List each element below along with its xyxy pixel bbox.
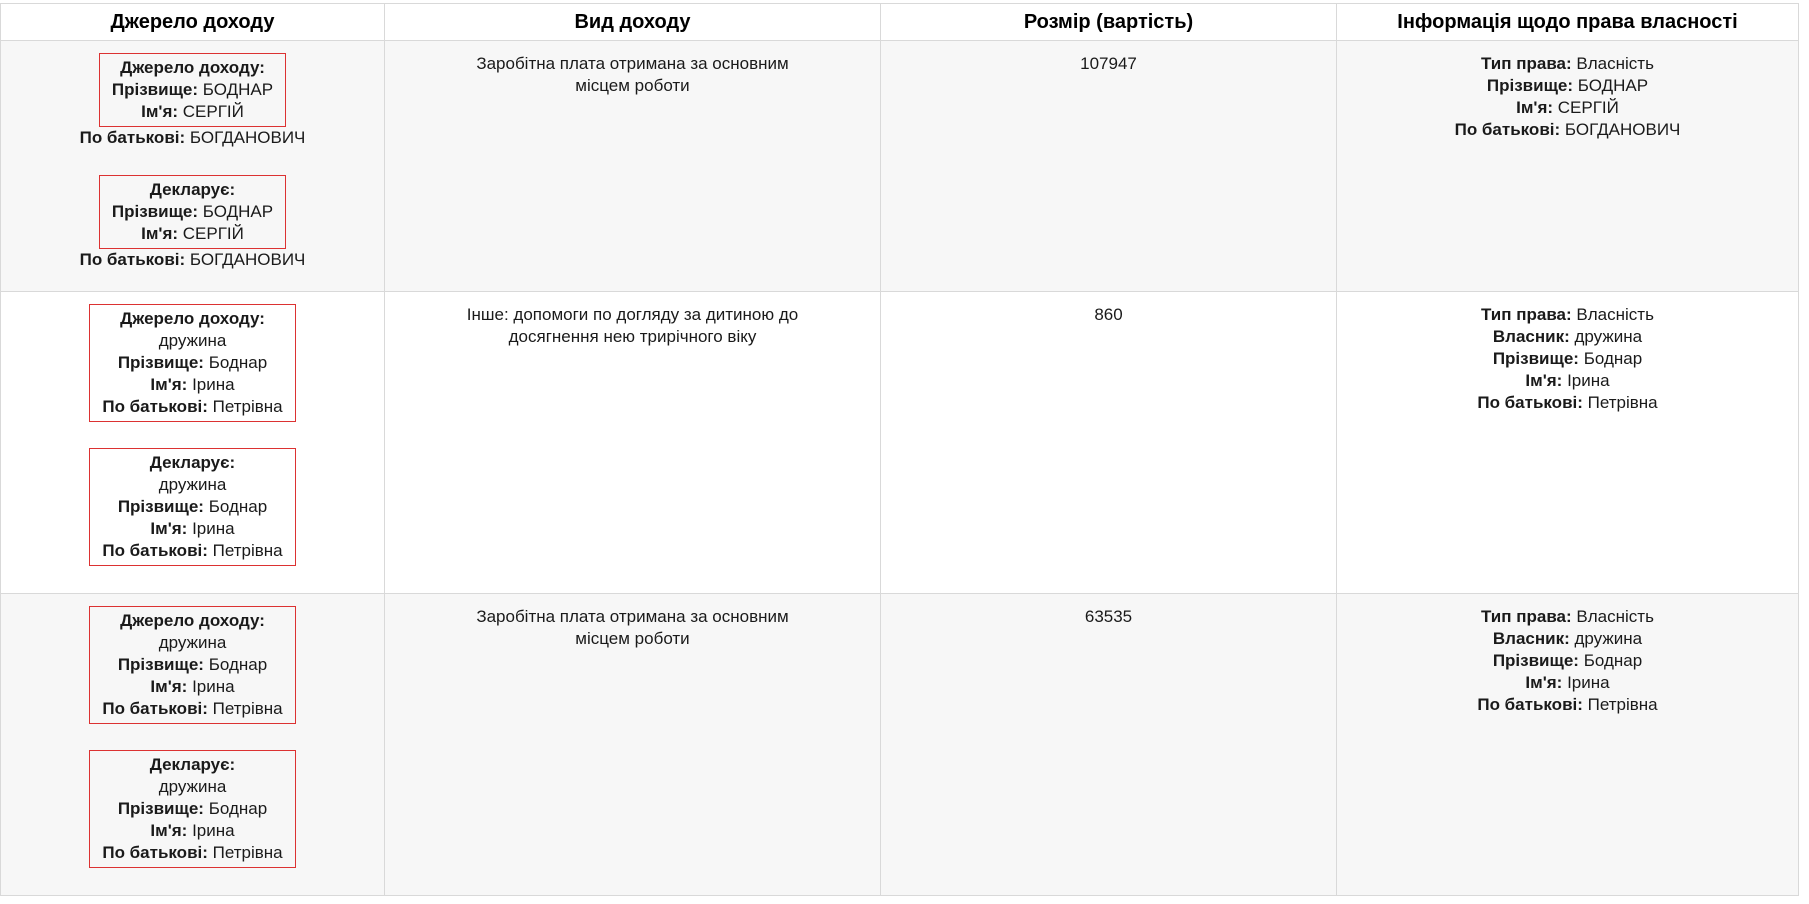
field-label: По батькові: [79,128,186,147]
field-line [1347,75,1788,97]
field-value: дружина [1574,327,1643,346]
source-group [11,53,374,149]
field-label: Прізвище: [1492,651,1579,670]
field-label: Ім'я: [1516,98,1554,117]
field-label: Ім'я: [141,102,179,121]
field-line [112,101,273,123]
field-value: Петрівна [212,397,283,416]
field-line [1347,326,1788,348]
field-line [102,698,282,720]
field-line [102,798,282,820]
field-value: дружина [158,777,227,796]
field-label: Прізвище: [1492,349,1579,368]
amount-value: 107947 [1080,54,1137,73]
field-value: БОДНАР [202,80,274,99]
field-value: Ірина [192,677,235,696]
field-line [112,223,273,245]
field-value: СЕРГІЙ [182,102,244,121]
field-line [112,201,273,223]
field-line [1347,628,1788,650]
income-source-cell [1,594,385,896]
field-label: Декларує: [149,453,236,472]
field-label: По батькові: [102,541,208,560]
highlight-box [89,448,295,566]
field-value: Боднар [208,799,268,818]
field-label: Власник: [1492,327,1570,346]
field-line [102,754,282,776]
income-type-cell [385,41,881,292]
table-row [1,594,1799,896]
field-line [102,654,282,676]
table-row [1,41,1799,292]
field-label: По батькові: [102,843,208,862]
field-label: Ім'я: [150,821,188,840]
field-label: По батькові: [102,699,208,718]
field-line [102,374,282,396]
field-value: Петрівна [1587,695,1658,714]
declaration-income-page [0,3,1809,904]
field-label: Ім'я: [141,224,179,243]
field-label: Ім'я: [1525,673,1563,692]
field-line [1347,348,1788,370]
field-value: дружина [158,475,227,494]
field-value: БОДНАР [202,202,274,221]
amount-cell [881,292,1337,594]
field-value: Власність [1576,607,1654,626]
field-line [102,474,282,496]
field-label: По батькові: [1454,120,1561,139]
field-value: Петрівна [1587,393,1658,412]
field-value: Власність [1576,305,1654,324]
field-label: Декларує: [149,180,236,199]
field-label: По батькові: [1477,695,1583,714]
field-value: Боднар [1583,349,1643,368]
field-line [1347,694,1788,716]
field-value: Ірина [1567,371,1610,390]
field-line [102,330,282,352]
field-label: Власник: [1492,629,1570,648]
source-group [11,750,374,868]
field-value: БОДНАР [1577,76,1649,95]
field-label: Прізвище: [111,202,199,221]
field-line [102,776,282,798]
field-label: Джерело доходу: [120,611,265,630]
field-line [102,676,282,698]
amount-value: 63535 [1084,607,1133,626]
field-label: Джерело доходу: [120,58,265,77]
column-header-income-source: Джерело доходу [1,4,385,41]
field-line [1347,304,1788,326]
field-line [102,352,282,374]
field-line [112,57,273,79]
field-line [102,842,282,864]
field-line [1347,370,1788,392]
field-line [1347,606,1788,628]
field-value: БОГДАНОВИЧ [189,128,306,147]
field-label: Прізвище: [117,655,204,674]
ownership-cell [1337,41,1799,292]
field-label: По батькові: [1477,393,1583,412]
field-line [102,496,282,518]
field-label: Прізвище: [117,497,204,516]
source-group [11,448,374,566]
amount-cell [881,594,1337,896]
amount-value: 860 [1094,305,1123,324]
field-value: СЕРГІЙ [182,224,244,243]
field-line [11,127,374,149]
field-value: Петрівна [212,843,283,862]
field-value: Ірина [192,519,235,538]
field-line [11,249,374,271]
field-line [102,452,282,474]
field-value: Ірина [192,375,235,394]
field-line [102,820,282,842]
ownership-cell [1337,292,1799,594]
field-line [1347,53,1788,75]
field-value: Петрівна [212,699,283,718]
field-label: Прізвище: [117,353,204,372]
field-line [1347,672,1788,694]
income-source-cell [1,292,385,594]
source-group [11,606,374,724]
field-label: Ім'я: [150,375,188,394]
field-line [102,308,282,330]
ownership-cell [1337,594,1799,896]
column-header-income-type: Вид доходу [385,4,881,41]
field-label: Тип права: [1481,305,1572,324]
field-label: Прізвище: [111,80,199,99]
income-table [0,3,1799,896]
field-value: Боднар [208,353,268,372]
field-value: БОГДАНОВИЧ [189,250,306,269]
field-value: Боднар [1583,651,1643,670]
field-value: БОГДАНОВИЧ [1564,120,1681,139]
income-type-text: Заробітна плата отримана за основним місцем роботи [476,607,789,648]
income-source-cell [1,41,385,292]
field-label: Тип права: [1481,607,1572,626]
income-type-text: Інше: допомоги по догляду за дитиною до досягнення нею трирічного віку [466,305,799,346]
field-value: Петрівна [212,541,283,560]
field-label: По батькові: [102,397,208,416]
field-value: Боднар [208,655,268,674]
field-line [102,518,282,540]
table-header-row [1,4,1799,41]
field-line [112,179,273,201]
field-label: Тип права: [1481,54,1572,73]
field-label: Прізвище: [1486,76,1574,95]
field-label: По батькові: [79,250,186,269]
field-value: Ірина [192,821,235,840]
column-header-ownership-info: Інформація щодо права власності [1337,4,1799,41]
column-header-amount: Розмір (вартість) [881,4,1337,41]
field-value: Ірина [1567,673,1610,692]
field-value: СЕРГІЙ [1557,98,1619,117]
field-line [1347,119,1788,141]
source-group [11,175,374,271]
income-type-cell [385,594,881,896]
field-value: дружина [158,633,227,652]
field-label: Ім'я: [150,677,188,696]
field-value: дружина [158,331,227,350]
field-line [102,540,282,562]
field-line [1347,97,1788,119]
field-value: Боднар [208,497,268,516]
field-line [1347,392,1788,414]
field-value: Власність [1576,54,1654,73]
income-type-cell [385,292,881,594]
highlight-box [99,175,286,249]
highlight-box [89,304,295,422]
source-group [11,304,374,422]
highlight-box [89,750,295,868]
field-line [102,632,282,654]
field-label: Джерело доходу: [120,309,265,328]
field-label: Ім'я: [1525,371,1563,390]
amount-cell [881,41,1337,292]
highlight-box [89,606,295,724]
highlight-box [99,53,286,127]
field-value: дружина [1574,629,1643,648]
field-label: Декларує: [149,755,236,774]
table-body [1,41,1799,896]
field-label: Ім'я: [150,519,188,538]
field-line [102,396,282,418]
field-line [1347,650,1788,672]
field-label: Прізвище: [117,799,204,818]
table-row [1,292,1799,594]
field-line [102,610,282,632]
field-line [112,79,273,101]
income-type-text: Заробітна плата отримана за основним місцем роботи [476,54,789,95]
